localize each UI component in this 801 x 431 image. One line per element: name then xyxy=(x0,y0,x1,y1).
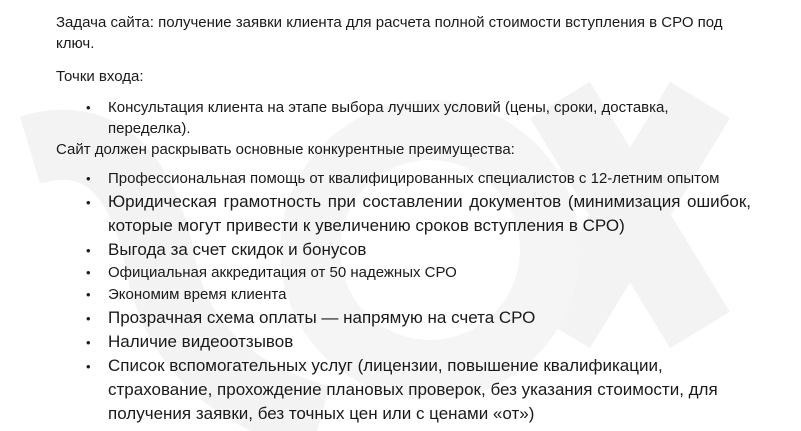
list-item xyxy=(56,284,751,306)
list-item-text: Выгода за счет скидок и бонусов xyxy=(108,240,367,259)
entry-points-list xyxy=(56,97,751,139)
bullet-icon: • xyxy=(86,171,91,186)
bullet-icon: • xyxy=(86,100,91,115)
list-item xyxy=(56,97,751,139)
bullet-icon: • xyxy=(86,265,91,280)
list-item-text: Юридическая грамотность при составлении документов (минимизация ошибок, которые могут привести к увеличению сроков вступления в СРО) xyxy=(108,192,751,235)
list-item-text: Консультация клиента на этапе выбора лучших условий (цены, сроки, доставка, переделка). xyxy=(108,99,669,137)
bullet-icon: • xyxy=(86,311,91,326)
list-item xyxy=(56,354,751,426)
bullet-icon: • xyxy=(86,195,91,210)
list-item xyxy=(56,262,751,284)
list-item-text: Наличие видеоотзывов xyxy=(108,332,294,351)
bullet-icon: • xyxy=(86,359,91,374)
entry-points-heading: Точки входа: xyxy=(56,68,144,85)
list-item xyxy=(56,190,751,238)
list-item-text: Официальная аккредитация от 50 надежных СРО xyxy=(108,264,457,281)
list-item xyxy=(56,238,751,262)
list-item-text: Экономим время клиента xyxy=(108,286,287,303)
bullet-icon: • xyxy=(86,335,91,350)
list-item xyxy=(56,306,751,330)
list-item-text: Список вспомогательных услуг (лицензии, повышение квалификации, страхование, прохождение плановых проверок, без указания стоимости, для получения заявки, без точных цен или с ценами «от») xyxy=(108,356,718,423)
site-goal-paragraph: Задача сайта: получение заявки клиента для расчета полной стоимости вступления в СРО под ключ. xyxy=(56,14,723,52)
advantages-intro: Сайт должен раскрывать основные конкурентные преимущества: xyxy=(56,141,515,158)
advantages-list xyxy=(56,168,751,426)
list-item-text: Профессиональная помощь от квалифицированных специалистов с 12-летним опытом xyxy=(108,170,720,187)
bullet-icon: • xyxy=(86,243,91,258)
list-item xyxy=(56,330,751,354)
bullet-icon: • xyxy=(86,287,91,302)
list-item-text: Прозрачная схема оплаты — напрямую на счета СРО xyxy=(108,308,536,327)
list-item xyxy=(56,168,751,190)
